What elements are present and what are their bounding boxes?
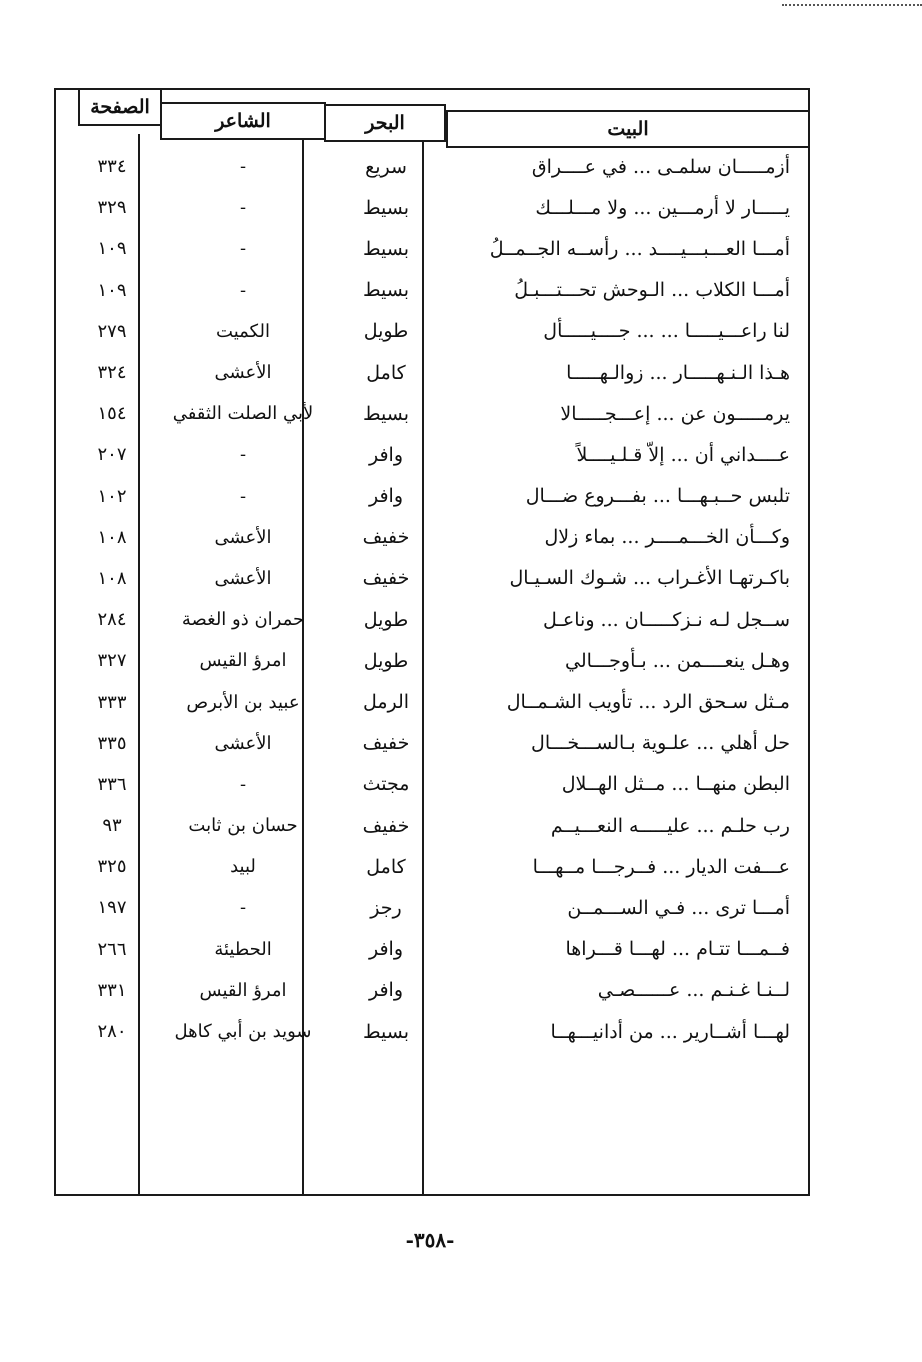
verse-cell: حل أهلي ... علـوية بـالســـخـــال xyxy=(531,732,790,755)
page-cell: ٣٣١ xyxy=(97,979,127,1001)
poet-cell: حسان بن ثابت xyxy=(188,815,298,837)
meter-cell: خفيف xyxy=(362,567,410,590)
table-row xyxy=(56,640,808,681)
meter-cell: طويل xyxy=(363,320,409,343)
table-row xyxy=(56,517,808,558)
meter-cell: خفيف xyxy=(362,814,410,837)
page-cell: ١٥٤ xyxy=(97,403,127,425)
page-cell: ٣٣٤ xyxy=(97,156,127,178)
meter-cell: طويل xyxy=(363,608,409,631)
table-row xyxy=(56,887,808,928)
verse-cell: يرمـــــون عن ... إعـــجـــــالا xyxy=(560,402,790,425)
meter-cell: كامل xyxy=(366,361,406,384)
poet-cell: امرؤ القيس xyxy=(199,979,287,1001)
meter-cell: بسيط xyxy=(363,196,410,219)
table-row xyxy=(56,970,808,1011)
meter-cell: وافر xyxy=(368,938,404,961)
page-cell: ٣٢٥ xyxy=(97,856,127,878)
meter-cell: بسيط xyxy=(363,1020,410,1043)
table-row xyxy=(56,805,808,846)
verse-cell: وكـــأن الخـــمــــر ... بماء زلال xyxy=(544,526,790,549)
poet-cell: - xyxy=(239,156,247,178)
poet-cell: - xyxy=(239,485,247,507)
meter-cell: خفيف xyxy=(362,732,410,755)
table-row xyxy=(56,352,808,393)
meter-cell: مجتث xyxy=(362,773,410,796)
meter-cell: خفيف xyxy=(362,526,410,549)
poet-cell: الأعشى xyxy=(214,567,272,589)
page-cell: ٢٧٩ xyxy=(97,320,127,342)
verse-cell: لــنـا غـنـم ... عــــــصـي xyxy=(597,979,790,1002)
table-row xyxy=(56,723,808,764)
poet-cell: الأعشى xyxy=(214,362,272,384)
page-number: -٣٥٨- xyxy=(405,1228,455,1252)
meter-cell: بسيط xyxy=(363,402,410,425)
poet-cell: لأبي الصلت الثقفي xyxy=(172,403,314,425)
verse-cell: تلبس حــبـهـــا ... بفـــروع ضـــال xyxy=(525,485,790,508)
verse-index-table xyxy=(54,88,810,1196)
verse-cell: باكـرتهـا الأغـراب ... شـوك السـيـال xyxy=(509,567,790,590)
poet-cell: عبيد بن الأبرص xyxy=(186,691,300,713)
page-cell: ١٠٩ xyxy=(97,279,127,301)
page-cell: ٢٨٠ xyxy=(97,1021,127,1043)
poet-cell: سويد بن أبي كاهل xyxy=(174,1021,312,1043)
verse-cell: هـذا الـنـهـــــار ... زوالـهـــــا xyxy=(566,361,790,384)
header-poet: الشاعر xyxy=(160,102,326,140)
table-row xyxy=(56,187,808,228)
page-cell: ٢٨٤ xyxy=(97,609,127,631)
table-row xyxy=(56,434,808,475)
page-cell: ٢٠٧ xyxy=(97,444,127,466)
poet-cell: - xyxy=(239,279,247,301)
verse-cell: ســجل لـه نـزكـــــان ... وناعـل xyxy=(542,608,790,631)
meter-cell: طويل xyxy=(363,649,409,672)
verse-cell: لهـــا أشــارير ... من أدانيـــهــا xyxy=(550,1020,790,1043)
table-body xyxy=(56,146,808,1052)
verse-cell: لنا راعـــيـــــا ... ... جــــيـــــأل xyxy=(543,320,790,343)
header-page: الصفحة xyxy=(78,88,162,126)
poet-cell: الكميت xyxy=(216,320,270,342)
page-cell: ٣٢٩ xyxy=(97,197,127,219)
table-row xyxy=(56,846,808,887)
meter-cell: بسيط xyxy=(363,279,410,302)
page-cell: ٣٢٤ xyxy=(97,362,127,384)
table-row xyxy=(56,681,808,722)
table-row xyxy=(56,476,808,517)
poet-cell: امرؤ القيس xyxy=(199,650,287,672)
table-row xyxy=(56,764,808,805)
page-cell: ٣٣٣ xyxy=(97,691,127,713)
top-dotted-rule xyxy=(782,0,922,6)
table-row xyxy=(56,270,808,311)
poet-cell: - xyxy=(239,897,247,919)
page-cell: ١٠٩ xyxy=(97,238,127,260)
page-cell: ٩٣ xyxy=(102,815,122,837)
verse-cell: مـثل سـحق الرد ... تأويب الشـمــال xyxy=(506,691,790,714)
poet-cell: لبيد xyxy=(230,856,256,878)
header-verse: البيت xyxy=(446,110,810,148)
meter-cell: بسيط xyxy=(363,237,410,260)
poet-cell: حمران ذو الغصة xyxy=(181,609,305,631)
poet-cell: - xyxy=(239,238,247,260)
meter-cell: رجز xyxy=(370,896,402,919)
poet-cell: الحطيئة xyxy=(214,938,272,960)
verse-cell: البطن منهــا ... مــثل الهــلال xyxy=(561,773,790,796)
verse-cell: فــمـــا تتـام ... لهـــا قـــراها xyxy=(565,938,790,961)
page-cell: ٣٢٧ xyxy=(97,650,127,672)
verse-cell: عــــداني أن ... إلاّ قـلـيــــلاً xyxy=(576,443,790,466)
meter-cell: وافر xyxy=(368,443,404,466)
verse-cell: وهـل ينعــــمن ... بـأوجـــالي xyxy=(565,649,790,672)
verse-cell: رب حلـم ... عليـــــه النعـــيــم xyxy=(550,814,790,837)
verse-cell: أمـــا العـــبـــيــــد ... رأســه الجــمــلُ xyxy=(489,237,790,260)
page-cell: ١٠٢ xyxy=(97,485,127,507)
table-row xyxy=(56,146,808,187)
verse-cell: أمـــا ترى ... فـي الســـمــن xyxy=(567,896,790,919)
verse-cell: يـــــار لا أرمـــين ... ولا مـــلـــك xyxy=(535,196,790,219)
poet-cell: - xyxy=(239,197,247,219)
meter-cell: وافر xyxy=(368,979,404,1002)
verse-cell: أزمـــــان سلمـى ... في عــــراق xyxy=(531,155,790,178)
page-cell: ٣٣٥ xyxy=(97,732,127,754)
table-row xyxy=(56,393,808,434)
poet-cell: - xyxy=(239,773,247,795)
poet-cell: الأعشى xyxy=(214,526,272,548)
verse-cell: عـــفت الديار ... فــرجـــا مــهـــا xyxy=(532,855,790,878)
page-cell: ١٠٨ xyxy=(97,567,127,589)
table-row xyxy=(56,311,808,352)
table-row xyxy=(56,1011,808,1052)
meter-cell: كامل xyxy=(366,855,406,878)
page-cell: ١٩٧ xyxy=(97,897,127,919)
meter-cell: وافر xyxy=(368,485,404,508)
header-meter: البحر xyxy=(324,104,446,142)
meter-cell: الرمل xyxy=(362,691,410,714)
table-row xyxy=(56,929,808,970)
poet-cell: الأعشى xyxy=(214,732,272,754)
page-cell: ٣٣٦ xyxy=(97,773,127,795)
meter-cell: سريع xyxy=(365,155,407,178)
table-header xyxy=(56,90,808,140)
table-row xyxy=(56,558,808,599)
page-cell: ١٠٨ xyxy=(97,526,127,548)
table-row xyxy=(56,599,808,640)
table-row xyxy=(56,228,808,269)
poet-cell: - xyxy=(239,444,247,466)
page-cell: ٢٦٦ xyxy=(97,938,127,960)
verse-cell: أمـــا الكلاب ... الـوحش تحـــتـــبـلُ xyxy=(514,279,790,302)
